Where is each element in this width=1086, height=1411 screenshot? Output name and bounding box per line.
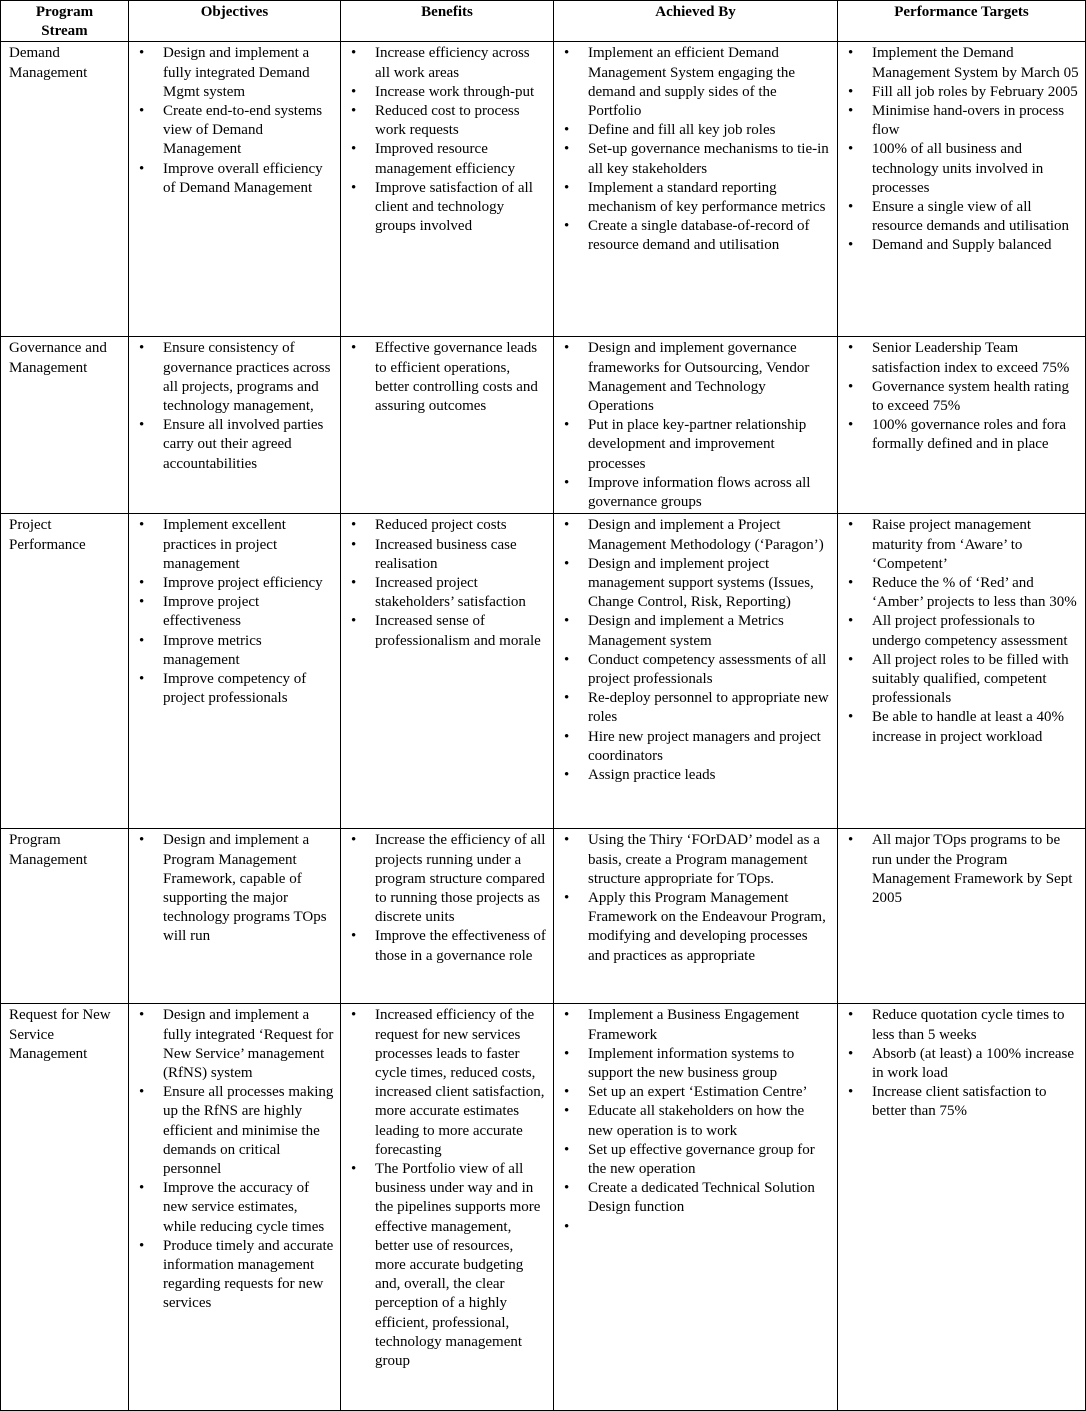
list-item: • Put in place key-partner relationship development and improvement processes — [562, 416, 831, 474]
achieved-by-cell — [554, 42, 838, 337]
benefits-cell — [341, 514, 554, 829]
list-item: • Improve project efficiency — [137, 574, 334, 593]
list-item: • Define and fill all key job roles — [562, 121, 831, 140]
list-item: • Increase the efficiency of all projects running under a program structure compared to running those projects as discrete units — [349, 831, 547, 927]
list-item: • Increased sense of professionalism and morale — [349, 612, 547, 650]
list-item: • Absorb (at least) a 100% increase in work load — [846, 1045, 1079, 1083]
list-item: • Apply this Program Management Framework on the Endeavour Program, modifying and developing processes and practices as appropriate — [562, 889, 831, 966]
list-item: • Implement the Demand Management System by March 05 — [846, 44, 1079, 82]
program-stream-cell: Program Management — [1, 829, 129, 1004]
list-item: • Implement excellent practices in project management — [137, 516, 334, 574]
list-item: • Demand and Supply balanced — [846, 236, 1079, 255]
list-item: • Design and implement a fully integrated ‘Request for New Service’ management (RfNS) system — [137, 1006, 334, 1083]
list-item: • 100% governance roles and fora formally defined and in place — [846, 416, 1079, 454]
list-item: • Design and implement a Program Management Framework, capable of supporting the major technology programs TOps will run — [137, 831, 334, 946]
list-item: • Improve the accuracy of new service estimates, while reducing cycle times — [137, 1179, 334, 1237]
list-item: • Increase client satisfaction to better than 75% — [846, 1083, 1079, 1121]
list-item: • Design and implement governance frameworks for Outsourcing, Vendor Management and Technology Operations — [562, 339, 831, 416]
list-item: • Senior Leadership Team satisfaction index to exceed 75% — [846, 339, 1079, 377]
list-item: • Improve project effectiveness — [137, 593, 334, 631]
benefits-cell — [341, 42, 554, 337]
list-item: • Set-up governance mechanisms to tie-in all key stakeholders — [562, 140, 831, 178]
list-item: • Implement information systems to support the new business group — [562, 1045, 831, 1083]
benefits-cell — [341, 829, 554, 1004]
list-item: • Increase efficiency across all work areas — [349, 44, 547, 82]
achieved-by-cell — [554, 829, 838, 1004]
list-item: • Improve metrics management — [137, 632, 334, 670]
program-stream-cell: Project Performance — [1, 514, 129, 829]
list-item: • Set up an expert ‘Estimation Centre’ — [562, 1083, 831, 1102]
list-item: • Implement an efficient Demand Management System engaging the demand and supply sides of the Portfolio — [562, 44, 831, 121]
list-item: • Increased efficiency of the request for new services processes leads to faster cycle times, reduced costs, increased client satisfaction, more accurate estimates leading to more accurate forecasting — [349, 1006, 547, 1160]
table-row — [1, 514, 1086, 829]
targets-cell — [838, 337, 1086, 514]
achieved-by-cell — [554, 1004, 838, 1411]
list-item: • Re-deploy personnel to appropriate new roles — [562, 689, 831, 727]
list-item: • 100% of all business and technology units involved in processes — [846, 140, 1079, 198]
list-item: • Design and implement a fully integrated Demand Mgmt system — [137, 44, 334, 102]
benefits-cell — [341, 337, 554, 514]
header-benefits: Benefits — [341, 1, 554, 42]
list-item: • Implement a standard reporting mechanism of key performance metrics — [562, 179, 831, 217]
objectives-cell — [129, 1004, 341, 1411]
targets-cell — [838, 829, 1086, 1004]
list-item: • Ensure all processes making up the RfNS are highly efficient and minimise the demands on critical personnel — [137, 1083, 334, 1179]
list-item: • Assign practice leads — [562, 766, 831, 785]
list-item: • Reduce quotation cycle times to less than 5 weeks — [846, 1006, 1079, 1044]
program-stream-cell: Governance and Management — [1, 337, 129, 514]
header-program-stream: Program Stream — [1, 1, 129, 42]
list-item: • Raise project management maturity from ‘Aware’ to ‘Competent’ — [846, 516, 1079, 574]
list-item: • Increased business case realisation — [349, 536, 547, 574]
list-item: • Effective governance leads to efficient operations, better controlling costs and assuring outcomes — [349, 339, 547, 416]
achieved-by-cell — [554, 514, 838, 829]
list-item: • Using the Thiry ‘FOrDAD’ model as a basis, create a Program management structure appropriate for TOps. — [562, 831, 831, 889]
list-item: • Create end-to-end systems view of Demand Management — [137, 102, 334, 160]
objectives-cell — [129, 829, 341, 1004]
list-item: • Improve satisfaction of all client and technology groups involved — [349, 179, 547, 237]
program-stream-cell: Request for New Service Management — [1, 1004, 129, 1411]
targets-cell — [838, 42, 1086, 337]
list-item: • Reduced cost to process work requests — [349, 102, 547, 140]
list-item: • Improve overall efficiency of Demand Management — [137, 160, 334, 198]
header-row — [1, 1, 1086, 42]
list-item: • Reduced project costs — [349, 516, 547, 535]
list-item: • Produce timely and accurate information management regarding requests for new services — [137, 1237, 334, 1314]
list-item: • Minimise hand-overs in process flow — [846, 102, 1079, 140]
table-row — [1, 337, 1086, 514]
table-row — [1, 1004, 1086, 1411]
list-item: • Fill all job roles by February 2005 — [846, 83, 1079, 102]
list-item: • Implement a Business Engagement Framework — [562, 1006, 831, 1044]
list-item: • All major TOps programs to be run under the Program Management Framework by Sept 2005 — [846, 831, 1079, 908]
list-item: • Design and implement a Project Management Methodology (‘Paragon’) — [562, 516, 831, 554]
table-row — [1, 42, 1086, 337]
list-item: • Improve competency of project professionals — [137, 670, 334, 708]
table-row — [1, 829, 1086, 1004]
list-item: • All project roles to be filled with suitably qualified, competent professionals — [846, 651, 1079, 709]
list-item: • Design and implement project management support systems (Issues, Change Control, Risk, Reporting) — [562, 555, 831, 613]
targets-cell — [838, 514, 1086, 829]
objectives-cell — [129, 42, 341, 337]
list-item: • Increase work through-put — [349, 83, 547, 102]
list-item: • Hire new project managers and project coordinators — [562, 728, 831, 766]
objectives-cell — [129, 337, 341, 514]
list-item: • Ensure a single view of all resource demands and utilisation — [846, 198, 1079, 236]
list-item: • Increased project stakeholders’ satisfaction — [349, 574, 547, 612]
program-stream-cell: Demand Management — [1, 42, 129, 337]
list-item: • Reduce the % of ‘Red’ and ‘Amber’ projects to less than 30% — [846, 574, 1079, 612]
list-item: • Ensure consistency of governance practices across all projects, programs and technology management, — [137, 339, 334, 416]
achieved-by-cell — [554, 337, 838, 514]
list-item: • Improve information flows across all governance groups — [562, 474, 831, 512]
list-item: • Create a dedicated Technical Solution Design function — [562, 1179, 831, 1217]
list-item: • Conduct competency assessments of all project professionals — [562, 651, 831, 689]
list-item: • Improved resource management efficiency — [349, 140, 547, 178]
list-item: • All project professionals to undergo competency assessment — [846, 612, 1079, 650]
list-item: • The Portfolio view of all business under way and in the pipelines supports more effective management, better use of resources, more accurate budgeting and, overall, the clear perception of a highly efficient, professional, technology management group — [349, 1160, 547, 1371]
header-achieved-by: Achieved By — [554, 1, 838, 42]
list-item: • Be able to handle at least a 40% increase in project workload — [846, 708, 1079, 746]
list-item: • Design and implement a Metrics Management system — [562, 612, 831, 650]
list-item — [562, 1218, 831, 1237]
header-performance-targets: Performance Targets — [838, 1, 1086, 42]
list-item: • Create a single database-of-record of resource demand and utilisation — [562, 217, 831, 255]
header-objectives: Objectives — [129, 1, 341, 42]
targets-cell — [838, 1004, 1086, 1411]
list-item: • Set up effective governance group for the new operation — [562, 1141, 831, 1179]
benefits-cell — [341, 1004, 554, 1411]
list-item: • Improve the effectiveness of those in a governance role — [349, 927, 547, 965]
list-item: • Governance system health rating to exceed 75% — [846, 378, 1079, 416]
objectives-cell — [129, 514, 341, 829]
list-item: • Educate all stakeholders on how the new operation is to work — [562, 1102, 831, 1140]
list-item: • Ensure all involved parties carry out their agreed accountabilities — [137, 416, 334, 474]
